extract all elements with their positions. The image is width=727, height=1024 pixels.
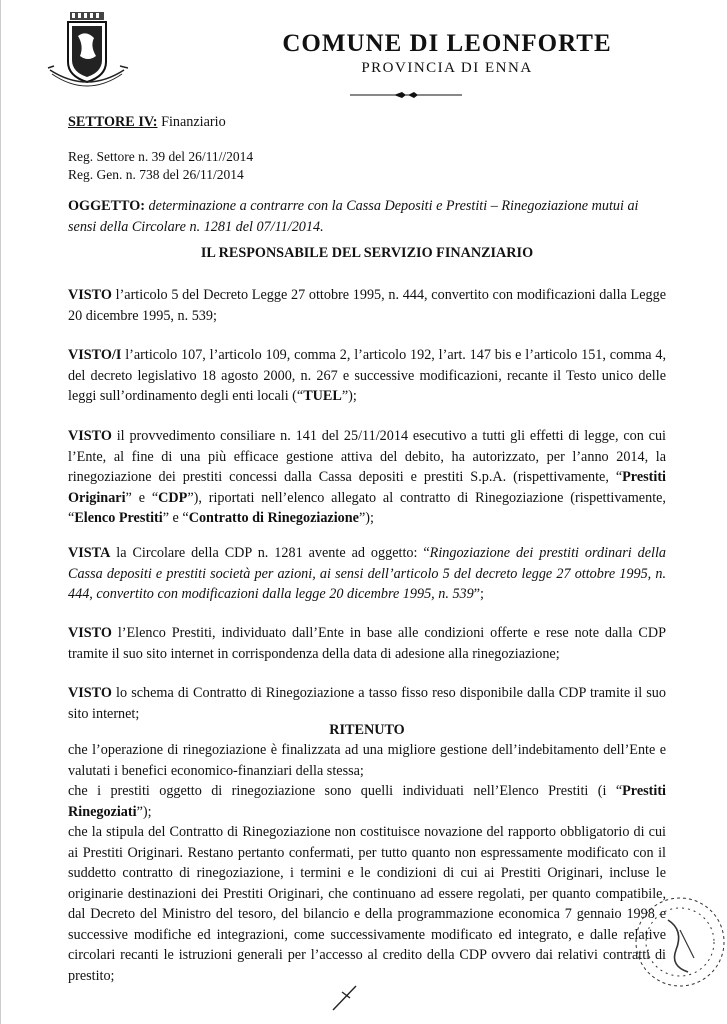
divider-ornament	[350, 90, 462, 100]
paragraph-tail: ”);	[136, 803, 152, 820]
subject-label: OGGETTO:	[68, 198, 145, 214]
subject-text: determinazione a contrarre con la Cassa Depositi e Prestiti – Rinegoziazione mutui ai sensi della Circolare n. 1281 del 07/11/2014.	[68, 198, 639, 235]
paragraph-visto-6	[68, 683, 666, 724]
municipality-title: COMUNE DI LEONFORTE	[282, 30, 612, 57]
paragraph-visto-1	[68, 285, 666, 326]
circular-title: Ringoziazione dei prestiti ordinari della Cassa depositi e prestiti società per azioni, ai sensi dell’articolo 5 del decreto legge 27 ottobre 1995, n. 444, convertito con modificazioni dalla legge 20 dicembre 1995, n. 539	[68, 545, 666, 602]
paragraph-visto-3	[68, 426, 666, 529]
registry-block	[68, 148, 253, 184]
bold-term: CDP	[158, 489, 188, 506]
registry-general: Reg. Gen. n. 738 del 26/11/2014	[68, 167, 244, 182]
municipal-crest-icon	[44, 12, 132, 88]
bold-term: Contratto di Rinegoziazione	[188, 510, 359, 526]
paragraph-lead: VISTO	[68, 428, 112, 444]
paragraph-text: l’Elenco Prestiti, individuato dall’Ente in base alle condizioni offerte e rese note dalla CDP tramite il suo sito internet in corrispondenza della data di adesione alla rinegoziazione;	[68, 625, 666, 662]
ritenuto-paragraph-2	[68, 781, 666, 822]
paragraph-text: l’articolo 107, l’articolo 109, comma 2, l’articolo 192, l’art. 147 bis e l’articolo 151, comma 4, del decreto legislativo 18 agosto 2000, n. 267 e successive modificazioni, recante il Testo unico delle leggi sull’ordinamento degli enti locali (“	[68, 347, 666, 404]
municipal-crest	[44, 12, 132, 88]
paragraph-visto-5	[68, 623, 666, 664]
ritenuto-paragraph-1: che l’operazione di rinegoziazione è finalizzata ad una migliore gestione dell’indebitamento dell’Ente e valutati i benefici economico-finanziari della stessa;	[68, 742, 666, 779]
paragraph-mid: ”), riportati nell’elenco allegato al contratto di Rinegoziazione (rispettivamente, “	[68, 489, 666, 526]
sector-line	[68, 112, 226, 133]
paragraph-text: la Circolare della CDP n. 1281 avente ad oggetto: “	[110, 545, 430, 561]
paragraph-text: che i prestiti oggetto di rinegoziazione sono quelli individuati nell’Elenco Prestiti (i “	[68, 783, 623, 799]
sector-label: SETTORE IV:	[68, 114, 158, 130]
paragraph-mid: ” e “	[125, 489, 159, 506]
bold-term: Prestiti Rinegoziati	[68, 783, 666, 820]
paragraph-lead: VISTO	[68, 685, 112, 701]
subject-block	[68, 196, 666, 237]
sector-name: Finanziario	[161, 114, 226, 130]
bold-term: Prestiti Originari	[68, 469, 666, 506]
responsible-heading: IL RESPONSABILE DEL SERVIZIO FINANZIARIO	[200, 245, 534, 261]
paragraph-lead: VISTO	[68, 625, 112, 641]
ritenuto-paragraph-3: che la stipula del Contratto di Rinegoziazione non costituisce novazione del rapporto obbligatorio di cui ai Prestiti Originari. Restano pertanto confermati, per tutto quanto non espressamente modificato con il suddetto contratto di rinegoziazione, i termini e le condizioni di cui ai Prestiti Originari, incluse le originarie destinazioni dei Prestiti Originari, che continuano ad essere regolati, per quanto compatibile, dal Decreto del Ministro del tesoro, del bilancio e della programmazione economica 7 gennaio 1998 e successive modifiche ed integrazioni, come successivamente modificato ed integrato, e dalle relative circolari recanti le istruzioni generali per l’accesso al credito della CDP ovvero dai relativi contratti di prestito;	[68, 824, 666, 984]
paragraph-lead: VISTA	[68, 545, 111, 561]
paragraph-tail: ”);	[358, 510, 374, 526]
paragraph-text: lo schema di Contratto di Rinegoziazione a tasso fisso reso disponibile dalla CDP tramite il suo sito internet;	[68, 685, 666, 722]
paragraph-vista-4	[68, 543, 666, 605]
bold-term: Elenco Prestiti	[74, 510, 163, 526]
paragraph-visto-2	[68, 345, 666, 407]
paragraph-tail: ”);	[341, 388, 357, 404]
paragraph-text: l’articolo 5 del Decreto Legge 27 ottobre 1995, n. 444, convertito con modificazioni dalla Legge 20 dicembre 1995, n. 539;	[68, 287, 666, 324]
paragraph-lead: VISTO	[68, 287, 112, 303]
paragraph-mid: ” e “	[162, 510, 189, 526]
ritenuto-heading: RITENUTO	[329, 722, 405, 738]
paragraph-lead: VISTO/I	[68, 347, 122, 363]
province-subtitle: PROVINCIA DI ENNA	[361, 60, 533, 76]
paragraph-text: il provvedimento consiliare n. 141 del 25/11/2014 esecutivo a tutti gli effetti di legge, con cui l’Ente, al fine di una più efficace gestione attiva del debito, ha autorizzato, per l’anno 2014, la rinegoziazione dei prestiti concessi dalla Cassa depositi e prestiti S.p.A. (rispettivamente, “	[68, 428, 666, 485]
registry-sector: Reg. Settore n. 39 del 26/11//2014	[68, 149, 254, 164]
handwritten-mark	[333, 986, 356, 1010]
paragraph-tail: ”;	[473, 586, 484, 602]
bold-term: TUEL	[303, 388, 342, 404]
